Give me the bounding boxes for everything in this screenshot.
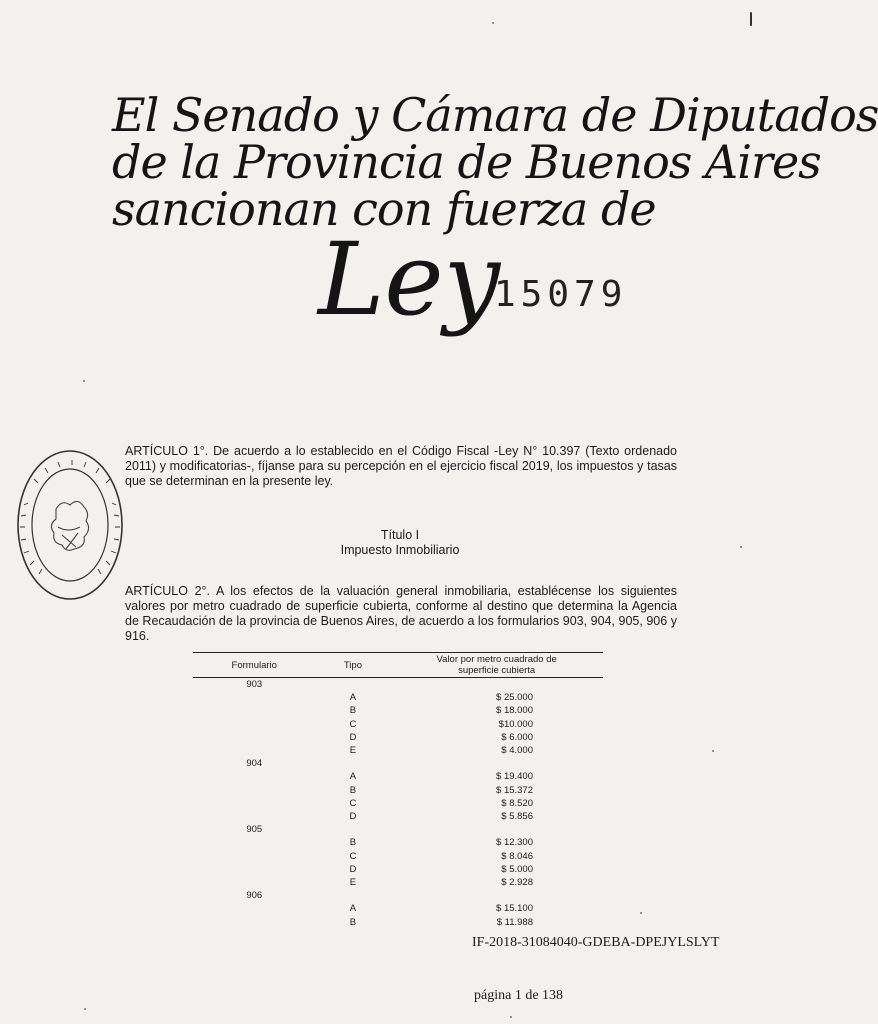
cell-valor: $ 5.856 (501, 811, 533, 823)
table-row (193, 797, 603, 810)
cell-tipo: E (349, 877, 357, 889)
cell-tipo: B (349, 705, 357, 717)
cell-formulario (193, 797, 316, 810)
cell-formulario (193, 810, 316, 823)
cell-tipo (316, 757, 391, 770)
heading-line-3: sancionan con fuerza de (112, 182, 656, 236)
cell-valor: $ 11.988 (496, 916, 533, 928)
cell-tipo: D (349, 863, 357, 875)
cell-valor: $ 19.400 (496, 771, 533, 783)
cell-valor: $ 5.000 (501, 863, 533, 875)
cell-formulario (193, 770, 316, 783)
page-number: página 1 de 138 (474, 988, 564, 1003)
cell-tipo: A (349, 692, 357, 704)
cell-valor (390, 823, 603, 836)
cell-tipo (316, 678, 391, 692)
cell-valor: $ 15.100 (496, 903, 533, 915)
cell-valor: $ 8.520 (501, 797, 533, 809)
document-id: IF-2018-31084040-GDEBA-DPEJYLSLYT (472, 935, 720, 950)
cell-formulario: 903 (246, 679, 263, 690)
cell-formulario (193, 691, 316, 704)
legislature-seal (8, 443, 124, 608)
valuation-table (193, 652, 603, 929)
table-row (193, 902, 603, 915)
cell-tipo: B (349, 837, 357, 849)
law-number: 15079 (494, 274, 628, 315)
scan-speck (492, 22, 494, 24)
table-row (193, 836, 603, 849)
col-valor-label: Valor por metro cuadrado de superficie cubierta (436, 654, 557, 676)
title-name: Impuesto Inmobiliario (340, 543, 460, 557)
cell-tipo: B (349, 916, 357, 928)
cell-formulario (193, 836, 316, 849)
col-valor (390, 653, 603, 678)
table-row (193, 823, 603, 836)
cell-tipo: D (349, 731, 357, 743)
table-row (193, 889, 603, 902)
table-row (193, 704, 603, 717)
cell-tipo (316, 889, 391, 902)
table-row (193, 691, 603, 704)
cell-formulario (193, 850, 316, 863)
cell-tipo: B (349, 784, 357, 796)
cell-valor: $ 8.046 (501, 850, 533, 862)
cell-valor: $ 25.000 (496, 692, 533, 704)
heading-line-2: de la Provincia de Buenos Aires (112, 135, 821, 189)
scan-speck (750, 12, 752, 26)
scan-speck (740, 546, 742, 548)
cell-valor: $ 18.000 (496, 705, 533, 717)
cell-formulario (193, 916, 316, 929)
cell-tipo: C (349, 797, 357, 809)
cell-formulario: 906 (246, 890, 263, 902)
cell-formulario (193, 704, 316, 717)
cell-formulario (193, 744, 316, 757)
article-2: ARTÍCULO 2°. A los efectos de la valuación general inmobiliaria, establécense los siguientes valores por metro cuadrado de superficie cubierta, conforme al destino que determina la Agencia de Recaudación de la provincia de Buenos Aires, de acuerdo a los formularios 903, 904, 905, 906 y 916. (125, 584, 677, 643)
cell-tipo: E (349, 745, 357, 757)
cell-valor: $ 6.000 (501, 731, 533, 743)
cell-tipo: C (349, 850, 357, 862)
table-row (193, 876, 603, 889)
article-1: ARTÍCULO 1°. De acuerdo a lo establecido en el Código Fiscal -Ley N° 10.397 (Texto ordenado 2011) y modificatorias-, fíjanse para su percepción en el ejercicio fiscal 2019, los impuestos y tasas que se determinan en la presente ley. (125, 444, 677, 488)
cell-tipo (316, 823, 391, 836)
cell-tipo: D (349, 811, 357, 823)
cell-valor: $ 4.000 (501, 745, 533, 757)
cell-formulario (193, 863, 316, 876)
table-body (193, 678, 603, 929)
ley-word: Ley (318, 221, 501, 338)
cell-formulario (193, 876, 316, 889)
cell-valor (390, 757, 603, 770)
table-header-row (193, 653, 603, 678)
table-row (193, 744, 603, 757)
table-row (193, 757, 603, 770)
cell-formulario: 904 (246, 758, 263, 770)
cell-valor: $ 12.300 (496, 837, 533, 849)
cell-formulario (193, 902, 316, 915)
scan-speck (83, 380, 85, 382)
col-tipo: Tipo (316, 653, 391, 678)
col-formulario: Formulario (193, 653, 316, 678)
cell-formulario (193, 731, 316, 744)
cell-valor: $ 15.372 (496, 784, 533, 796)
table-row (193, 718, 603, 731)
cell-valor (390, 889, 603, 902)
cell-formulario (193, 784, 316, 797)
table-row (193, 850, 603, 863)
table-row (193, 863, 603, 876)
table-row (193, 916, 603, 929)
scan-speck (510, 1016, 512, 1018)
law-heading (112, 88, 878, 236)
cell-tipo: C (349, 718, 357, 730)
heading-line-1: El Senado y Cámara de Diputados (112, 88, 878, 142)
table-row (193, 678, 603, 692)
cell-formulario: 905 (246, 824, 263, 836)
title-block (300, 528, 500, 558)
table-row (193, 731, 603, 744)
table-row (193, 770, 603, 783)
scan-speck (84, 1008, 86, 1010)
table-row (193, 784, 603, 797)
cell-valor: $ 2.928 (501, 877, 533, 889)
table-row (193, 810, 603, 823)
cell-tipo: A (349, 771, 357, 783)
cell-valor: $10.000 (498, 718, 533, 730)
title-number: Título I (380, 528, 420, 542)
scan-speck (640, 912, 642, 914)
cell-tipo: A (349, 903, 357, 915)
cell-formulario (193, 718, 316, 731)
scan-speck (712, 750, 714, 752)
cell-valor (390, 678, 603, 692)
